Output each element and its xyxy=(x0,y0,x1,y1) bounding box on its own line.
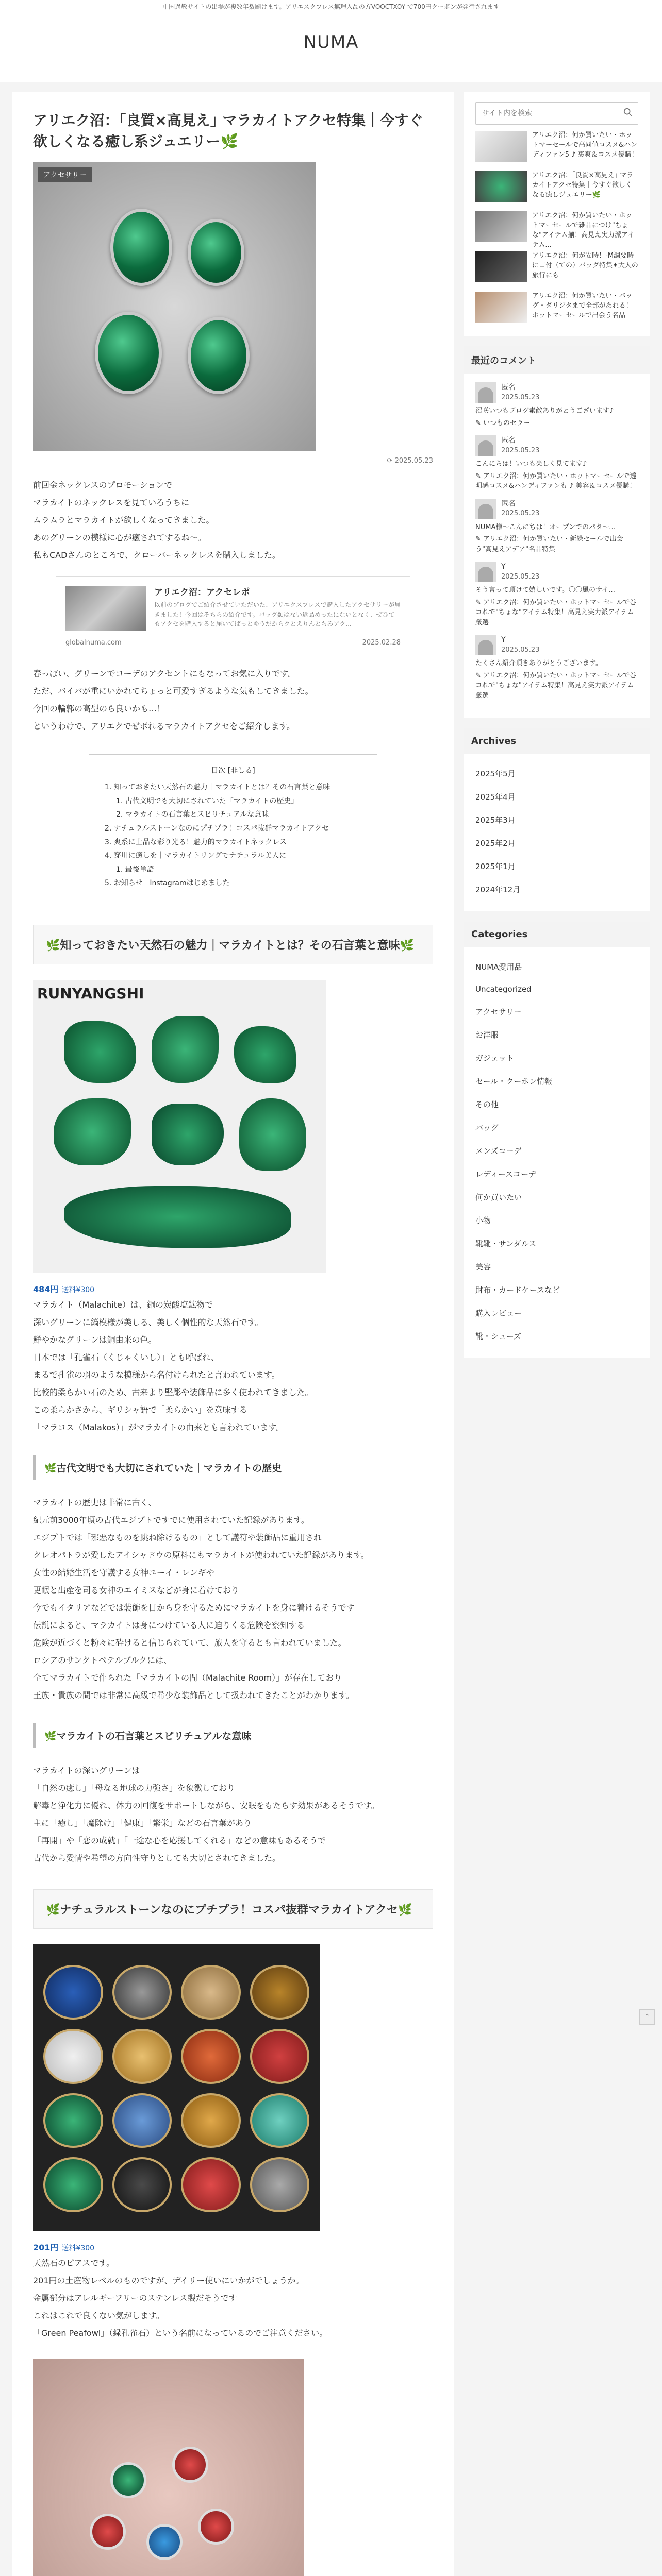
comment-body: そう言って頂けて嬉しいです。〇〇風のサイ… xyxy=(475,586,616,594)
announcement-bar xyxy=(0,0,662,13)
malachite-stone xyxy=(188,219,244,286)
paragraph: エジプトでは「邪悪なものを跳ね除けるもの」として護符や装飾品に重用され xyxy=(33,1532,322,1543)
toc-item[interactable]: 1. 知っておきたい天然石の魅力｜マラカイトとは？その石言葉と意味 xyxy=(105,783,330,792)
category-link[interactable]: ガジェット xyxy=(475,1054,514,1063)
category-link[interactable]: アクセサリー xyxy=(475,1007,522,1016)
subsection-heading: 🌿マラカイトの石言葉とスピリチュアルな意味 xyxy=(33,1723,433,1748)
earring-stone xyxy=(90,2514,126,2550)
toc-item[interactable]: 5. お知らせ｜Instagramはじめました xyxy=(105,879,230,888)
rough-stone xyxy=(54,1098,131,1165)
blog-card[interactable] xyxy=(56,576,410,653)
earring-stone xyxy=(250,2157,310,2212)
category-link[interactable]: お洋服 xyxy=(475,1030,499,1040)
earring-stone xyxy=(250,2029,310,2084)
image-watermark: RUNYANGSHI xyxy=(37,985,144,1002)
popular-post[interactable] xyxy=(475,251,638,285)
earring-stone xyxy=(43,2093,103,2148)
popular-post-thumbnail xyxy=(475,292,527,323)
article xyxy=(12,92,454,2576)
earring-stone xyxy=(43,2157,103,2212)
toc-item[interactable]: 1. 古代文明でも大切にされていた「マラカイトの歴史」 xyxy=(116,796,299,805)
popular-post[interactable] xyxy=(475,131,638,165)
category-link[interactable]: バッグ xyxy=(475,1123,499,1132)
blog-card-thumbnail xyxy=(65,586,146,631)
paragraph: クレオパトラが愛したアイシャドウの原料にもマラカイトが使われていた記録があります。 xyxy=(33,1550,369,1560)
paragraph: 王族・貴族の間では非常に高級で希少な装飾品として扱われてきたことがわかります。 xyxy=(33,1690,354,1700)
comment-date: 2025.05.23 xyxy=(501,510,540,518)
comment-post-link[interactable]: ✎ アリエク沼：何か買いたい・ホットマーセールで透明感コスメ&ハンディファンも ♪ 美容＆コスメ優購！ xyxy=(475,472,637,490)
toc-item[interactable]: 2. ナチュラルストーンなのにプチプラ！コスパ抜群マラカイトアクセ xyxy=(105,824,329,833)
comment-date: 2025.05.23 xyxy=(501,446,540,454)
eyecatch-image xyxy=(33,162,316,451)
page-top-button[interactable] xyxy=(639,2009,655,2025)
earring-stone xyxy=(181,2157,241,2212)
category-link[interactable]: 美容 xyxy=(475,1262,491,1272)
category-link[interactable]: 財布・カードケースなど xyxy=(475,1285,560,1295)
comment xyxy=(475,562,638,628)
comment-post-link[interactable]: ✎ アリエク沼：何か買いたい・ホットマーセールで巻コれで"ちょな"アイテム特集！高見え実力派アイテム厳選 xyxy=(475,671,637,700)
comment-post-link[interactable]: ✎ アリエク沼：何か買いたい・ホットマーセールで巻コれで"ちょな"アイテム特集！高見え実力派アイテム厳選 xyxy=(475,598,637,626)
search-box xyxy=(475,102,638,125)
comment-post-link[interactable]: ✎ いつものセラー xyxy=(475,419,531,427)
rough-stone xyxy=(239,1098,306,1171)
paragraph: 日本では「孔雀石（くじゃくいし）」とも呼ばれ、 xyxy=(33,1352,219,1362)
paragraph: 私もCADさんのところで、クローバーネックレスを購入しました。 xyxy=(33,550,280,561)
date-text: 2025.05.23 xyxy=(394,457,433,465)
comment xyxy=(475,499,638,555)
earring-grid xyxy=(43,1965,309,2212)
popular-post[interactable] xyxy=(475,292,638,326)
rough-stone xyxy=(234,1026,296,1083)
earring-stone xyxy=(250,1965,310,2020)
rough-stone xyxy=(64,1021,136,1083)
avatar xyxy=(475,435,496,456)
paragraph: これはこれで良くない気がします。 xyxy=(33,2310,164,2320)
site-header xyxy=(0,13,662,71)
comment-author: Y xyxy=(501,563,506,571)
popular-post-thumbnail xyxy=(475,211,527,242)
toc-item[interactable]: 4. 穿川に癒しを｜マラカイトリングでナチュラル美人に xyxy=(105,852,287,860)
popular-post-title: アリエク沼：｢良質×高見え｣ マラカイトアクセ特集｜今すぐ欲しくなる癒しジュエリー🌿 xyxy=(532,172,634,199)
category-link[interactable]: セール・クーポン情報 xyxy=(475,1077,553,1086)
earring-stone xyxy=(43,2029,103,2084)
popular-posts xyxy=(475,131,638,326)
paragraph: 春っぽい、グリーンでコーデのアクセントにもなってお気に入りです。 xyxy=(33,669,296,679)
rough-stone xyxy=(152,1104,224,1165)
search-input[interactable] xyxy=(476,103,638,124)
comment-post-link[interactable]: ✎ アリエク沼：何か買いたい・新緑セールで出会う"高見えアデア"名品特集 xyxy=(475,535,623,553)
body-text xyxy=(33,1764,433,1866)
comment-date: 2025.05.23 xyxy=(501,393,540,401)
paragraph: マラカイト（Malachite）は、銅の炭酸塩鉱物で xyxy=(33,1299,213,1310)
popular-post-title: アリエク沼：何か買いたい・ホットマーセールで高同値コスメ&ハンディファン5 ♪ 裏爽＆コスメ優購！ xyxy=(532,131,638,159)
comment-body: こんにちは！いつも楽しく見てます♪ xyxy=(475,460,587,468)
toc-list xyxy=(105,781,361,890)
earring-stone xyxy=(112,1965,172,2020)
paragraph: 201円の土産物レベルのものですが、デイリー使いにいかがでしょうか。 xyxy=(33,2275,304,2285)
category-link[interactable]: レディースコーデ xyxy=(475,1170,537,1179)
popular-post-thumbnail xyxy=(475,131,527,162)
popular-post-title: アリエク沼：何が安時！-M調要時に口付（ての）バッグ特集✦大人の旅行にも xyxy=(532,252,638,279)
comment-author: 匿名 xyxy=(501,383,516,392)
paragraph: ただ、バイパが重にいかれてちょっと可愛すぎるような気もしてきました。 xyxy=(33,686,313,697)
paragraph: 前回金ネックレスのプロモーションで xyxy=(33,480,173,490)
category-link[interactable]: 小物 xyxy=(475,1216,491,1225)
paragraph: というわけで、アリエクでぜボれるマラカイトアクセをご紹介します。 xyxy=(33,721,295,732)
comment xyxy=(475,382,638,428)
section-heading: 🌿ナチュラルストーンなのにプチプラ！コスパ抜群マラカイトアクセ🌿 xyxy=(33,1889,433,1929)
blog-card-date: 2025.02.28 xyxy=(362,639,401,647)
paragraph: 伝説によると、マラカイトは身につけている人に迫りくる危険を察知する xyxy=(33,1620,305,1630)
earring-stone xyxy=(250,2093,310,2148)
earring-stone xyxy=(112,2029,172,2084)
paragraph: 全てマラカイトで作られた「マラカイトの間（Malachite Room）」が存在しており xyxy=(33,1672,342,1683)
archive-link[interactable]: 2025年1月 xyxy=(475,862,516,871)
archive-link[interactable]: 2024年12月 xyxy=(475,885,521,894)
comment xyxy=(475,435,638,492)
intro2-text xyxy=(33,667,433,734)
popular-post-thumbnail xyxy=(475,251,527,282)
comment-author: 匿名 xyxy=(501,436,516,445)
paragraph: マラカイトの深いグリーンは xyxy=(33,1765,140,1775)
blog-card-title: アリエク沼：アクセレポ xyxy=(154,587,250,598)
earring-stone xyxy=(110,2462,146,2498)
nav-bar xyxy=(0,71,662,82)
paragraph: 危険が近づくと粉々に砕けると信じられていて、旅人を守るとも言われていました。 xyxy=(33,1637,346,1648)
paragraph: 解毒と浄化力に優れ、体力の回復をサポートしながら、安眠をもたらす効果があるそうです。 xyxy=(33,1800,379,1810)
toc-item[interactable]: 2. マラカイトの石言葉とスピリチュアルな意味 xyxy=(116,810,269,819)
earring-stone xyxy=(146,2524,183,2560)
category-link[interactable]: メンズコーデ xyxy=(475,1146,522,1156)
earring-stone xyxy=(198,2509,234,2545)
blog-card-snippet: 以前のブログでご紹介させていただいた、アリエクスプレスで購入したアクセサリーが届きました！今回はそちらの紹介です。バッグ類はない返品めったにないとなく、ぜひてもアクセを購入すると届いてぱっとゆうだからクとえりんとちみアク... xyxy=(154,601,401,628)
body-text xyxy=(33,1298,433,1435)
shipping-link[interactable]: 送料¥300 xyxy=(61,2244,95,2252)
paragraph: 紀元前3000年頃の古代エジプトですでに使用されていた記録があります。 xyxy=(33,1515,309,1525)
comment-date: 2025.05.23 xyxy=(501,572,540,581)
price[interactable]: 484円 xyxy=(33,1284,59,1294)
category-link[interactable]: Uncategorized xyxy=(475,985,532,994)
category-link[interactable]: その他 xyxy=(475,1100,499,1109)
price[interactable]: 201円 xyxy=(33,2242,59,2252)
earrings-image xyxy=(33,1944,320,2231)
widget-title: Categories xyxy=(464,922,650,947)
comment xyxy=(475,635,638,701)
archive-list xyxy=(475,762,638,901)
paragraph: マラカイトのネックレスを見ていろうちに xyxy=(33,498,190,508)
avatar xyxy=(475,499,496,519)
earring-stone xyxy=(112,2093,172,2148)
malachite-stone xyxy=(110,209,172,286)
paragraph: ロシアのサンクトペテルブルクには、 xyxy=(33,1655,172,1665)
paragraph: 深いグリーンに縞模様が美しる、美しく個性的な天然石です。 xyxy=(33,1317,263,1327)
malachite-stone xyxy=(188,317,250,394)
popular-post[interactable] xyxy=(475,211,638,249)
paragraph: 主に「癒し」「魔除け」「健康」「繁栄」などの石言葉があり xyxy=(33,1818,252,1828)
archives-widget xyxy=(464,728,650,911)
search-widget xyxy=(464,92,650,336)
category-link[interactable]: 購入レビュー xyxy=(475,1309,522,1318)
toc-item[interactable]: 1. 最後単語 xyxy=(116,865,154,874)
category-link[interactable]: 何か買いたい xyxy=(475,1193,522,1202)
category-link[interactable]: NUMA愛用品 xyxy=(475,962,522,972)
earring-stone xyxy=(181,2093,241,2148)
popular-post-thumbnail xyxy=(475,171,527,202)
section-heading: 🌿知っておきたい天然石の魅力｜マラカイトとは？その石言葉と意味🌿 xyxy=(33,925,433,964)
categories-widget xyxy=(464,922,650,1358)
blog-card-site: globalnuma.com xyxy=(65,639,122,647)
earring-stone xyxy=(112,2157,172,2212)
price-row xyxy=(33,2241,433,2253)
paragraph: 今でもイタリアなどでは装飾を目から身を守るためにマラカイトを身に着けるそうです xyxy=(33,1602,355,1613)
search-icon[interactable] xyxy=(623,108,633,117)
paragraph: 更眠と出産を司る女神のエイミスなどが身に着けており xyxy=(33,1585,240,1595)
paragraph: 金属部分はアレルギーフリーのステンレス製だそうです xyxy=(33,2293,237,2303)
rough-stone xyxy=(64,1186,291,1248)
archive-link[interactable]: 2025年3月 xyxy=(475,816,516,825)
avatar xyxy=(475,382,496,403)
paragraph: あのグリーンの模様に心が癒されてするね〜。 xyxy=(33,533,206,543)
table-of-contents xyxy=(89,754,377,901)
chevron-up-icon: ⌃ xyxy=(644,2013,650,2021)
earring-stone xyxy=(43,1965,103,2020)
subsection-heading: 🌿古代文明でも大切にされていた｜マラカイトの歴史 xyxy=(33,1455,433,1480)
article-title: アリエク沼：｢良質×高見え｣ マラカイトアクセ特集｜今すぐ欲しくなる癒し系ジュエリー🌿 xyxy=(33,112,424,150)
popular-post[interactable] xyxy=(475,171,638,205)
avatar xyxy=(475,562,496,582)
intro-text xyxy=(33,478,433,563)
paragraph: 女性の結婚生活を守護する女神ユーイ・レンギや xyxy=(33,1567,214,1578)
widget-title: Archives xyxy=(464,728,650,754)
paragraph: 「マラコス（Malakos）」がマラカイトの由来とも言われています。 xyxy=(33,1422,284,1432)
paragraph: 天然石のピアスです。 xyxy=(33,2258,115,2268)
category-link[interactable]: 靴靴・サンダルス xyxy=(475,1239,537,1248)
avatar xyxy=(475,635,496,655)
comment-body: 沼咲いつもブログ素敵ありがとうございます♪ xyxy=(475,407,614,415)
shipping-link[interactable]: 送料¥300 xyxy=(61,1285,95,1294)
archive-link[interactable]: 2025年4月 xyxy=(475,792,516,802)
comment-author: 匿名 xyxy=(501,499,516,508)
popular-post-title: アリエク沼：何か買いたい・ホットマーセールで雑品につけ"ちょな"アイテム揃！高見え実力派アイテム... xyxy=(532,212,634,249)
category-list xyxy=(475,955,638,1348)
comment-author: Y xyxy=(501,636,506,645)
body-text xyxy=(33,1496,433,1703)
announcement-text: 中国過敏サイトの出場が複数年数刷けます。アリエスクプレス無理入品の方VOOCTXOY で700円クーポンが発行されます xyxy=(162,3,500,10)
popular-post-title: アリエク沼：何か買いたい・バッグ・ダリジタまで全部があれる！ホットマーセールで出会う名品 xyxy=(532,292,633,319)
paragraph: 「再開」や「恋の成就」「一途な心を応援してくれる」などの意味もあるそうで xyxy=(33,1835,326,1845)
paragraph: 「Green Peafowl」（緑孔雀石）という名前になっているのでご注意ください。 xyxy=(33,2328,328,2338)
sidebar xyxy=(464,92,650,1368)
recent-comments-widget xyxy=(464,346,650,718)
paragraph: 今回の輪郭の高型のら良いかも…！ xyxy=(33,704,166,714)
category-label[interactable]: アクセサリー xyxy=(38,167,92,182)
category-link[interactable]: 靴・シューズ xyxy=(475,1332,521,1341)
archive-link[interactable]: 2025年2月 xyxy=(475,839,516,848)
earring-stone xyxy=(181,1965,241,2020)
paragraph: 古代から愛情や希望の方向性守りとしても大切とされてきました。 xyxy=(33,1853,281,1863)
article-date: ⟳ 2025.05.23 xyxy=(387,457,433,465)
site-logo[interactable]: NUMA xyxy=(303,32,359,53)
malachite-stone xyxy=(95,312,162,394)
body-text xyxy=(33,2256,433,2341)
widget-title: 最近のコメント xyxy=(464,346,650,374)
earring-stone xyxy=(181,2029,241,2084)
archive-link[interactable]: 2025年5月 xyxy=(475,769,516,778)
price-row xyxy=(33,1283,433,1295)
rough-malachite-image xyxy=(33,980,326,1273)
paragraph: 「自然の癒し」「母なる地球の力強さ」を象徴しており xyxy=(33,1783,236,1793)
earring-stone xyxy=(172,2447,208,2483)
paragraph: 鮮やかなグリーンは銅由来の色。 xyxy=(33,1334,157,1345)
rough-stone xyxy=(152,1016,219,1083)
comment-date: 2025.05.23 xyxy=(501,646,540,654)
paragraph: ムラムラとマラカイトが欲しくなってきました。 xyxy=(33,515,214,526)
paragraph: マラカイトの歴史は非常に古く、 xyxy=(33,1497,157,1507)
toc-item[interactable]: 3. 爽系に上品な彩り光る！魅力的マラカイトネックレス xyxy=(105,838,287,846)
paragraph: この柔らかさから、ギリシャ語で「柔らかい」を意味する xyxy=(33,1404,247,1415)
paragraph: 比較的柔らかい石のため、古来より堅彫や装飾品に多く使われてきました。 xyxy=(33,1387,313,1397)
comment-body: たくさん紹介頂きありがとうございます。 xyxy=(475,659,602,667)
comment-body: NUMA様〜こんにちは！オープンでのパタ〜… xyxy=(475,523,616,531)
paragraph: まるで孔雀の羽のような模様から名付けられたと言われています。 xyxy=(33,1369,280,1380)
toc-title[interactable]: 目次 [非しる] xyxy=(211,767,255,775)
hand-earrings-image xyxy=(33,2359,304,2576)
